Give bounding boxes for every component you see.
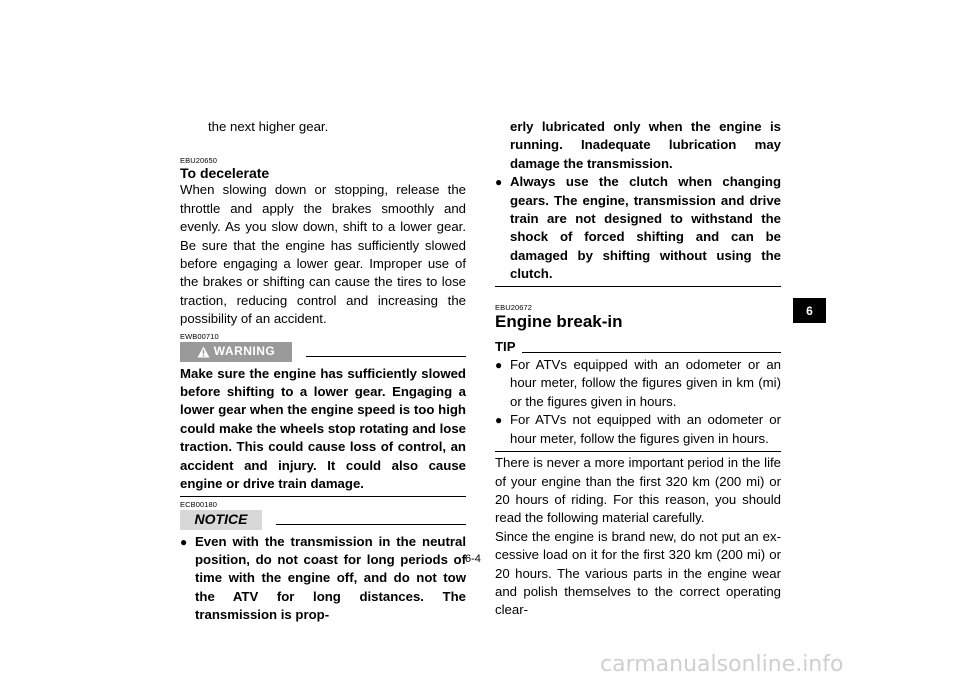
breakin-paragraph-2: Since the engine is brand new, do not put an excessive load on it for the first 320 km (200 mi) or 20 hours. The various parts in the engine wear and polish themselves to the correct operating clear- <box>495 528 781 618</box>
tip-bullet-2 <box>495 411 781 448</box>
notice-bullet-1-continued-text: erly lubricated only when the engine is running. Inadequate lubrication may damage the transmission. <box>510 119 781 171</box>
decelerate-heading: To decelerate <box>180 165 270 182</box>
tip-bullet-2-text: For ATVs not equipped with an odometer or hour meter, follow the figures given in hours. <box>510 412 781 446</box>
section-tab: 6 <box>793 298 826 323</box>
tip-header-rule <box>522 352 781 353</box>
breakin-heading: Engine break-in <box>495 311 623 331</box>
decelerate-text: When slowing down or stopping, release the throttle and apply the brakes smoothly and evenly. As you slow down, shift to a lower gear. Be sure that the engine has sufficiently slowed before engaging a lower gear. Improper use of the brakes or shifting can cause the tires to lose traction, reducing control and increasing the possibility of an accident. <box>180 182 466 327</box>
warning-header-rule <box>306 356 466 357</box>
notice-header <box>180 509 466 531</box>
decelerate-code: EBU20650 <box>180 156 218 166</box>
bullet-icon: ● <box>180 534 188 549</box>
notice-bullet-1-text: Even with the transmission in the neutral position, do not coast for long periods of time with the engine off, and do not tow the ATV for long distances. The transmission is prop- <box>195 533 466 623</box>
warning-code: EWB00710 <box>180 331 219 341</box>
tip-bullet-1 <box>495 356 781 411</box>
notice-code: ECB00180 <box>180 499 218 509</box>
right-column <box>495 118 781 620</box>
notice-bullet-1-continued <box>495 118 781 173</box>
warning-end-rule <box>180 496 466 497</box>
warning-header <box>180 341 466 363</box>
bullet-icon: ● <box>495 175 503 190</box>
bullet-icon: ● <box>495 358 503 373</box>
page-number: 6-4 <box>465 553 481 565</box>
breakin-paragraph-1: There is never a more important period in the life of your engine than the first 320 km (200 mi) or 20 hours of riding. For this reason, you should read the following material carefully. <box>495 455 781 526</box>
bullet-icon: ● <box>495 413 503 428</box>
left-column <box>180 118 466 625</box>
warning-badge <box>180 342 292 362</box>
notice-badge: NOTICE <box>180 510 262 530</box>
tip-label: TIP <box>495 338 516 354</box>
tip-end-rule <box>495 451 781 452</box>
notice-bullet-1 <box>180 533 466 625</box>
watermark: carmanualsonline.info <box>600 652 844 677</box>
notice-header-rule <box>276 524 466 525</box>
tip-bullet-1-text: For ATVs equipped with an odometer or an hour meter, follow the figures given in km (mi) or the figures given in hours. <box>510 357 781 409</box>
warning-text: Make sure the engine has sufficiently slowed before shifting to a lower gear. Engaging a lower gear when the engine speed is too high could make the wheels stop rotating and lose traction. This could cause loss of control, an accident and injury. It could also cause engine or drive train damage. <box>180 365 466 492</box>
warning-triangle-icon <box>197 346 210 358</box>
tip-header <box>495 338 781 356</box>
notice-bullet-2 <box>495 173 781 283</box>
warning-label: WARNING <box>213 344 276 359</box>
breakin-code: EBU20672 <box>495 302 533 312</box>
notice-bullet-2-text: Always use the clutch when changing gears. The engine, transmission and drive train are not designed to withstand the shock of forced shifting and can be damaged by shifting without using the clutch. <box>510 174 781 282</box>
continuation-text: the next higher gear. <box>208 119 329 134</box>
